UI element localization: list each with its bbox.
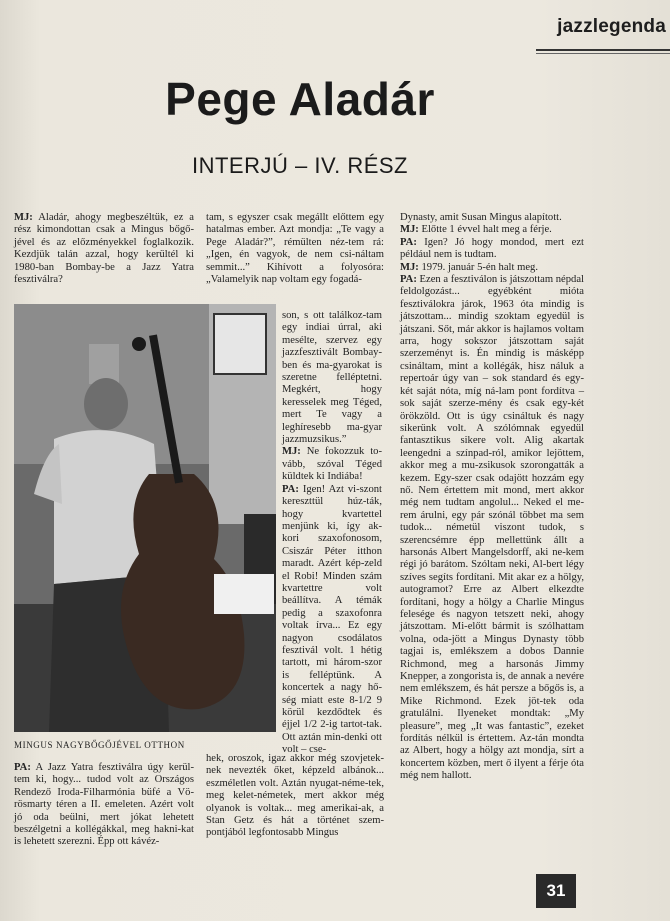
speaker-label: MJ: — [400, 261, 419, 273]
speaker-label: PA: — [14, 762, 31, 773]
article-subtitle: INTERJÚ – IV. RÉSZ — [191, 153, 408, 178]
paragraph-text: Ne fokozzuk to-vább, szóval Téged küldtek ki Indiába! — [282, 446, 382, 483]
paragraph-text: 1979. január 5-én halt meg. — [421, 261, 538, 273]
paragraph — [282, 446, 382, 483]
paragraph — [14, 762, 194, 849]
speaker-label: PA: — [400, 274, 417, 286]
photo-caption: MINGUS NAGYBŐGŐJÉVEL OTTHON — [14, 740, 185, 750]
paragraph-text: son, s ott találkoz-tam egy indiai úrral, aki mesélte, szervez egy jazzfesztivált Bombay-ben és ma-gyarokat is szeretne felléptetni. Megkért, hogy keresselek meg Téged, mert Te vagy a leghíresebb ma-gyar jazzmuzsikus.” — [282, 310, 382, 446]
speaker-label: MJ: — [14, 212, 33, 223]
paragraph — [282, 310, 382, 446]
column-2-beside-photo — [282, 310, 382, 757]
column-1-bottom — [14, 762, 194, 849]
paragraph: hek, oroszok, igaz akkor még szovjetek-nek nevezték őket, képzeld albánok... eszméletlen volt. Aztán nyugat-néme-tek, meg kelet-németek, mert akkor még olyanok is voltak... meg amerikai-ak, a Stan Getz és hát a történet szem-pontjából legfontosabb Mingus — [206, 753, 384, 839]
paragraph-text: Dynasty, amit Susan Mingus alapított. — [400, 212, 562, 223]
paragraph-text: Igen! Azt vi-szont kereszttül húz-ták, hogy kvartettel menjünk ki, így ak-kori szaxofonosom, Csiszár Péter itthon maradt. Azért kép-zeld el Robi! Minden szám kvartettre volt beállítva. A témák pedig a szaxofonra voltak írva... Ez egy nagyon csodálatos fesztivál volt. 1 hétig tartott, mi három-szor is felléptünk. A koncertek a nagy hő-ség miatt este 8-1/2 9 körül kezdődtek és éjjel 1/2 2-ig tartot-tak. Ott aztán min-denki ott volt – cse- — [282, 483, 382, 756]
paragraph-text: Igen? Jó hogy mondod, mert ezt például nem is tudtam. — [400, 236, 584, 261]
column-3 — [400, 212, 584, 783]
header-rule — [536, 49, 670, 51]
paragraph — [400, 212, 584, 224]
speaker-label: MJ: — [400, 224, 419, 236]
column-1-top — [14, 212, 194, 286]
photo-mingus-bass — [14, 304, 276, 732]
photo-illustration — [14, 304, 276, 732]
paragraph-text: Előtte 1 évvel halt meg a férje. — [421, 224, 552, 236]
speaker-label: MJ: — [282, 446, 301, 458]
paragraph — [282, 484, 382, 757]
paragraph — [400, 224, 584, 236]
article-title: Pege Aladár — [165, 73, 435, 125]
paragraph-text: A Jazz Yatra fesztiválra úgy kerül-tem ki, hogy... tudod volt az Országos Rendező Iroda-Filharmónia büfé a Vö-rösmarty téren a II. emeleten. Azért volt jó oda beülni, mert jókat lehetett beszélgetni a kollégákkal, meg hakni-kat is lehetett szerezni. Épp ott kávéz- — [14, 762, 194, 848]
paragraph — [400, 237, 584, 262]
speaker-label: PA: — [282, 483, 299, 495]
header-rule-thin — [536, 53, 670, 54]
paragraph — [400, 274, 584, 783]
paragraph — [400, 262, 584, 274]
paragraph-text: Aladár, ahogy megbeszéltük, ez a rész kimondottan csak a Mingus bőgő-jével és az előzményekkel foglalkozik. Kezdjük talán azzal, hogy kerültél ki 1980-ban Bombay-be a Jazz Yatra fesztiválra? — [14, 212, 194, 286]
column-2-top — [206, 212, 384, 286]
column-2-bottom — [206, 753, 384, 840]
page-number: 31 — [546, 881, 566, 900]
section-tag: jazzlegenda — [557, 16, 666, 37]
paragraph-text: Ezen a fesztiválon is játszottam népdal feldolgozást... egyébként mióta fesztiválokra járok, 1963 óta mindig is játszottam... mindig szoktam egyedül is játszani. Sőt, már akkor is hajlamos voltam arra, hogy sokszor játszottam saját szerzeményt is. Én mindig is másképp csináltam, mint a kollégák, hisz náluk a repertoár úgy van – sok standard és egy-két saját nóta, míg ná-lam pont fordítva – sok saját szerze-mény és csak egy-két örökzöld. Ott is úgy csináltuk és nagy sikerünk volt. A szólómnak egyedül fantasztikus sikere volt. Alig akartak leengedni a színpad-ról, amikor lejöttem, akkor meg a mu-zsikusok szorongatták a kezem. Egy-szer csak odajött hozzám egy nő. Nem értettem mit mond, mert akkor még nem tudtam angolul... Neked el me-rem árulni, egy pár szónál többet ma sem tudok... németül viszont tudok, s szerencsémre épp mellettünk állt a harsonás Albert Mangelsdorff, aki ne-kem régi jó barátom. Szóltam neki, Al-bert légy szíves segíts fordítani. Mit akar ez a hölgy, autogramot? Erre az Albert elkezdte fordítani, hogy a hölgy a Charlie Mingus felesége és nagyon tetszett neki, ahogy játszottam. Mi-előtt bármit is szólhattam volna, oda-jött a Mingus Dynasty több tagjai is, emlékszem a dobos Dannie Richmond, meg a harsonás Jimmy Knepper, a zongorista is, de annak a nevére nem emlékszem, és hát persze a bőgős is, a Mike Richmond. Ezek jöt-tek oda gratulálni. Ilyeneket mondtak: „My pleasure”, meg „It was fantastic”, ezeket fordítás nélkül is értettem. Az-tán mondta az Albert, hogy a hölgy azt mondja, sírt a koncertem közben, mert ő ilyent a férje óta még nem hallott. — [400, 274, 585, 782]
paragraph — [14, 212, 194, 286]
paragraph: tam, s egyszer csak megállt előttem egy hatalmas ember. Azt mondja: „Te vagy a Pege Aladár?”, rémülten néz-tem rá: „Igen, én vagyok, de nem csi-náltam semmit...” Kihívott a folyosóra: „Valamelyik nap voltam egy fogadá- — [206, 212, 384, 286]
speaker-label: PA: — [400, 236, 417, 248]
